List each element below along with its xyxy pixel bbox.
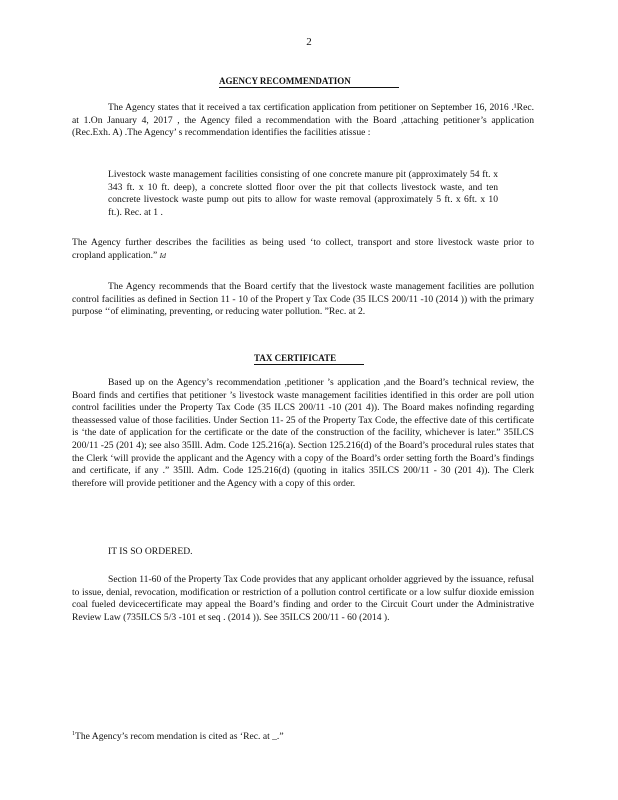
page-number: 2 — [306, 36, 312, 48]
id-citation: Id — [159, 250, 166, 260]
facilities-block-quote: Livestock waste management facilities consisting of one concrete manure pit (approximately 54 ft. x 343 ft. x 10 ft. deep), a concrete slotted floor over the pit that collects livestock waste, and ten concrete livestock waste pump out pits to allow for waste removal (approximately 5 ft. x 6ft. x 10 ft.). Rec. at 1 . — [108, 169, 498, 218]
recommendation-paragraph-3: The Agency recommends that the Board certify that the livestock waste management facilities are pollution control facilities as defined in Section 11 - 10 of the Propert y Tax Code (35 ILCS 200/11 -10 (2014 )) with the primary purpose ‘‘of eliminating, preventing, or reducing water pollution. ”Rec. at 2. — [72, 281, 534, 318]
footnote-text: The Agency’s recom mendation is cited as ‘Rec. at _.” — [75, 731, 284, 742]
heading-text: AGENCY RECOMMENDATION — [219, 76, 399, 88]
tax-certificate-heading — [0, 353, 618, 365]
tax-certificate-paragraph: Based up on the Agency’s recommendation ,petitioner ’s application ,and the Board’s technical review, the Board finds and certifies that petitioner ’s livestock waste management facilities identified in this order are poll ution control facilities under the Property Tax Code (35 ILCS 200/11 -10 (201 4)). The Board makes nofinding regarding theassessed value of those facilities. Under Section 11- 25 of the Property Tax Code, the effective date of this certificate is ‘the date of application for the certificate or the date of the construction of the facility, whichever is later.” 35ILCS 200/11 -25 (201 4); see also 35Ill. Adm. Code 125.216(a). Section 125.216(d) of the Board’s procedural rules states that the Clerk ‘will provide the applicant and the Agency with a copy of the Board’s order setting forth the Board’s findings and certificate, if any .” 35Ill. Adm. Code 125.216(d) (quoting in italics 35ILCS 200/11 - 30 (201 4)). The Clerk therefore will provide petitioner and the Agency with a copy of this order. — [72, 377, 534, 489]
recommendation-paragraph-2 — [72, 237, 534, 262]
appeal-paragraph: Section 11-60 of the Property Tax Code provides that any applicant orholder aggrieved by the issuance, refusal to issue, denial, revocation, modification or restriction of a pollution control certificate or a low sulfur dioxide emission coal fueled devicecertificate may appeal the Board’s finding and order to the Circuit Court under the Administrative Review Law (735ILCS 5/3 -101 et seq . (2014 )). See 35ILCS 200/11 - 60 (2014 ). — [72, 574, 534, 623]
footnote — [72, 731, 532, 742]
recommendation-paragraph-1: The Agency states that it received a tax certification application from petitioner on September 16, 2016 .¹Rec. at 1.On January 4, 2017 , the Agency filed a recommendation with the Board ,attaching petitioner’s application (Rec.Exh. A) .The Agency’ s recommendation identifies the facilities atissue : — [72, 102, 534, 139]
footnote-marker: 1 — [72, 730, 75, 737]
agency-recommendation-heading — [0, 76, 618, 88]
so-ordered-line: IT IS SO ORDERED. — [108, 546, 193, 557]
heading-text: TAX CERTIFICATE — [254, 353, 364, 365]
paragraph-text: The Agency further describes the facilities as being used ‘to collect, transport and store livestock waste prior to cropland application.” — [72, 237, 534, 261]
